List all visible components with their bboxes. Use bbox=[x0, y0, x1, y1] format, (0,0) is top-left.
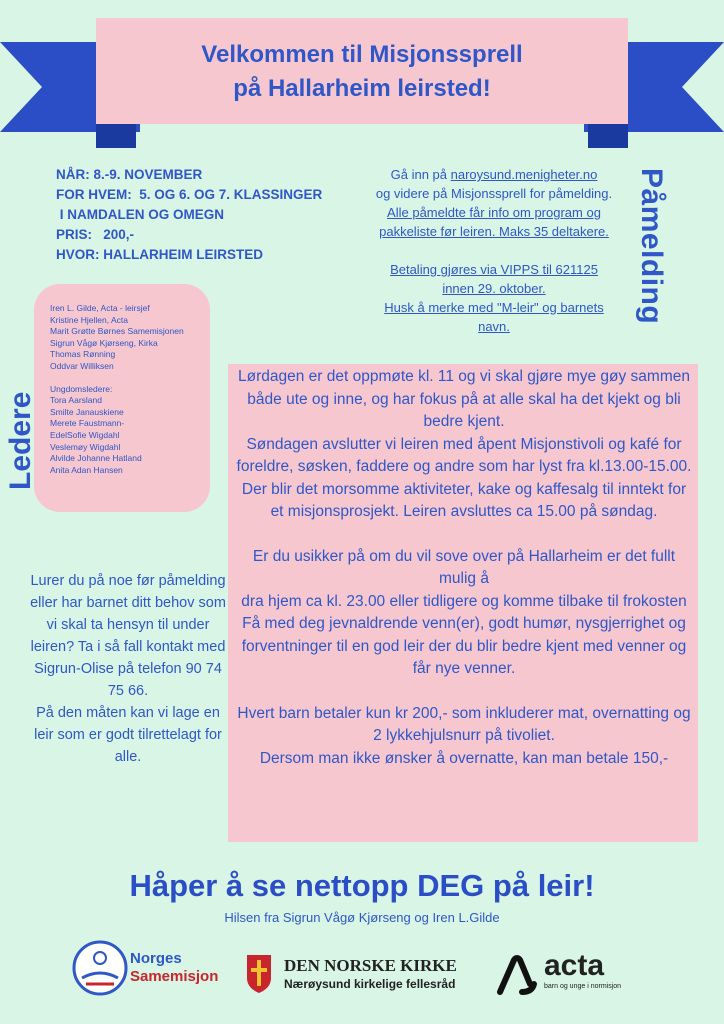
info-where: HVOR: HALLARHEIM LEIRSTED bbox=[56, 247, 263, 262]
greeting: Hilsen fra Sigrun Vågø Kjørseng og Iren L.Gilde bbox=[224, 910, 500, 925]
signup-link[interactable]: naroysund.menigheter.no bbox=[450, 167, 598, 182]
leader-item: Sigrun Vågø Kjørseng, Kirka bbox=[50, 337, 158, 348]
youth-leader-item: Alvilde Johanne Hatland bbox=[50, 453, 142, 464]
main-paragraph-sunday: Søndagen avslutter vi leiren med åpent Misjonstivoli og kafé for foreldre, søsken, faddere og andre som har lyst fra kl.13.00-15.00. Der blir det morsomme aktiviteter, kake og kaffesalg til inntekt for et misjonsprosjekt. Leiren avsluttes ca 15.00 på søndag. bbox=[236, 435, 692, 520]
logo-acta-tagline: barn og unge i normisjon bbox=[544, 983, 622, 990]
leader-item: Thomas Rønning bbox=[50, 349, 116, 360]
leader-item: Kristine Hjellen, Acta bbox=[50, 314, 128, 325]
contact-info bbox=[30, 570, 226, 768]
ribbon-fold-right bbox=[588, 124, 628, 148]
payment-line2: innen 29. oktober. bbox=[442, 281, 546, 296]
logo-acta: acta bbox=[544, 949, 605, 982]
signup-info bbox=[358, 165, 630, 336]
info-who-region: I NAMDALEN OG OMEGN bbox=[56, 207, 224, 222]
contact-paragraph: Lurer du på noe før påmelding eller har barnet ditt behov som vi skal ta hensyn til under leiren? Ta i så fall kontakt med Sigrun-Olise på telefon 90 74 75 66. bbox=[30, 573, 226, 699]
closing-headline: Håper å se nettopp DEG på leir! bbox=[129, 868, 595, 903]
youth-leader-item: Smilte Janauskiene bbox=[50, 406, 124, 417]
leader-item: Marit Grøtte Børnes Samemisjonen bbox=[50, 326, 184, 337]
leader-item: Iren L. Gilde, Acta - leirsjef bbox=[50, 303, 150, 313]
signup-line2: og videre på Misjonssprell for påmelding. bbox=[375, 186, 613, 201]
payment-line3: Husk å merke med "M-leir" og barnets bbox=[384, 300, 604, 315]
signup-line4: pakkeliste før leiren. Maks 35 deltakere. bbox=[379, 224, 609, 239]
ribbon-fold-left bbox=[96, 124, 136, 148]
info-who: FOR HVEM: 5. OG 6. OG 7. KLASSINGER bbox=[56, 187, 323, 202]
contact-paragraph-2: På den måten kan vi lage en leir som er godt tilrettelagt for alle. bbox=[34, 705, 222, 765]
logo-samemisjon: Samemisjon bbox=[130, 968, 219, 985]
info-price: PRIS: 200,- bbox=[56, 227, 135, 242]
event-info bbox=[56, 165, 322, 265]
acta-logo-icon bbox=[496, 954, 538, 996]
main-paragraph-sleep: Er du usikker på om du vil sove over på Hallarheim er det fullt mulig å bbox=[252, 547, 676, 587]
leaders-heading: Ledere bbox=[4, 391, 37, 490]
youth-leader-item: Merete Faustmann- bbox=[50, 418, 125, 429]
logo-norges: Norges bbox=[130, 950, 182, 967]
leader-item: Oddvar Williksen bbox=[50, 360, 114, 371]
signup-line3: Alle påmeldte får info om program og bbox=[387, 205, 601, 220]
youth-leader-item: Tora Aarsland bbox=[50, 395, 102, 406]
main-paragraph-friends: Få med deg jevnaldrende venn(er), godt humør, nysgjerrighet og forventninger til en god leir der du blir bedre kjent med venner og får nye venner. bbox=[241, 615, 687, 677]
youth-leader-item: Anita Adan Hansen bbox=[50, 464, 123, 475]
acta-logo-text bbox=[544, 950, 621, 992]
signup-heading: Påmelding bbox=[635, 168, 668, 325]
info-when: NÅR: 8.-9. NOVEMBER bbox=[56, 167, 203, 182]
title-banner bbox=[96, 18, 628, 124]
main-text bbox=[236, 366, 692, 770]
main-paragraph-no-overnight: Dersom man ikke ønsker å overnatte, kan man betale 150,- bbox=[259, 749, 669, 767]
banner-title-line2: på Hallarheim leirsted! bbox=[233, 75, 491, 102]
main-paragraph-saturday: Lørdagen er det oppmøte kl. 11 og vi skal gjøre mye gøy sammen både ute og inne, og har fokus på at alle skal ha det kjekt og bli bedre kjent. bbox=[238, 368, 690, 430]
main-paragraph-home: dra hjem ca kl. 23.00 eller tidligere og komme tilbake til frokosten bbox=[241, 592, 687, 610]
leaders-list bbox=[50, 303, 184, 476]
banner-title-line1: Velkommen til Misjonssprell bbox=[201, 41, 523, 68]
youth-leader-item: EdelSofie Wigdahl bbox=[50, 429, 120, 440]
main-paragraph-price: Hvert barn betaler kun kr 200,- som inkluderer mat, overnatting og 2 lykkehjulsnurr på tivoliet. bbox=[237, 704, 691, 744]
logo-fellesrad: Nærøysund kirkelige fellesråd bbox=[284, 977, 456, 991]
logo-den-norske-kirke: DEN NORSKE KIRKE bbox=[284, 956, 457, 975]
payment-line1: Betaling gjøres via VIPPS til 621125 bbox=[390, 262, 598, 277]
samemisjon-logo-icon bbox=[72, 940, 128, 996]
youth-leader-item: Veslemøy Wigdahl bbox=[50, 441, 121, 452]
samemisjon-logo-text bbox=[130, 950, 218, 986]
youth-leaders-heading: Ungdomsledere: bbox=[50, 383, 113, 394]
church-logo-text bbox=[284, 956, 457, 994]
signup-intro: Gå inn på bbox=[390, 167, 451, 182]
church-shield-icon bbox=[246, 954, 272, 994]
payment-line4: navn. bbox=[478, 319, 510, 334]
